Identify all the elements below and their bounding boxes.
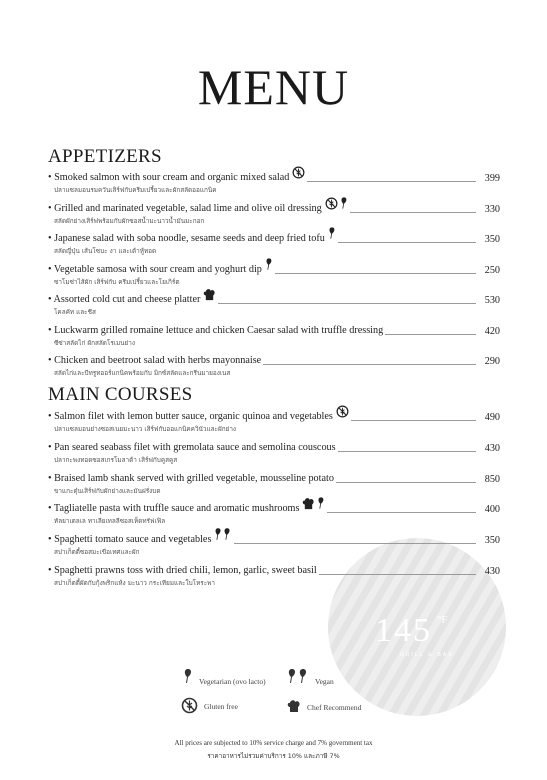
menu-item-name: • Pan seared seabass filet with gremolata sauce and semolina couscous	[48, 441, 336, 453]
menu-item-thai-description: โคลคัท และชีส	[54, 308, 96, 316]
menu-item-name: • Braised lamb shank served with grilled vegetable, mousseline potato	[48, 472, 334, 484]
legend-chef-recommend-label: Chef Recommend	[307, 703, 362, 712]
menu-item-line	[48, 292, 500, 306]
menu-item	[48, 201, 500, 226]
menu-item-line	[48, 262, 500, 276]
gluten-free-icon	[181, 697, 198, 716]
legend-gluten-free	[181, 697, 238, 716]
menu-item-name: • Vegetable samosa with sour cream and yoghurt dip	[48, 263, 262, 275]
menu-item	[48, 440, 500, 465]
menu-item-thai-description: ปลาแซลมอนย่างซอสเนยมะนาว เสิร์ฟกับออแกนิคควินัวและผักย่าง	[54, 425, 237, 433]
menu-item-line	[48, 501, 500, 515]
gluten-free-icon	[336, 405, 349, 423]
menu-item-line	[48, 563, 500, 577]
menu-item-thai-description: สปาเก็ตตี้ผัดกับกุ้งพริกแห้ง มะนาว กระเทียมและใบโหระพา	[54, 579, 215, 587]
price-leader-line	[385, 334, 476, 335]
legend-vegan-label: Vegan	[315, 677, 334, 686]
dietary-icons	[292, 166, 305, 184]
brand-watermark-degree: °F	[437, 614, 448, 626]
menu-item-name: • Grilled and marinated vegetable, salad lime and olive oil dressing	[48, 202, 322, 214]
menu-item-price: 330	[484, 203, 500, 215]
vegan-icon	[214, 527, 232, 546]
chef-hat-icon	[203, 288, 216, 306]
menu-item	[48, 353, 500, 378]
chef-hat-icon	[287, 700, 301, 715]
dietary-icons	[328, 226, 336, 245]
menu-item-thai-description: สปาเก็ตตี้ซอสมะเขือเทศและผัก	[54, 548, 140, 557]
menu-item-price: 530	[484, 295, 500, 306]
price-leader-line	[307, 181, 476, 182]
menu-item-name: • Salmon filet with lemon butter sauce, organic quinoa and vegetables	[48, 411, 333, 422]
price-leader-line	[234, 543, 476, 544]
menu-item	[48, 563, 500, 588]
menu-item-price: 290	[484, 356, 500, 367]
menu-item-thai-description: ซีซ่าสลัดไก่ ผักสลัดโรเมนย่าง	[54, 338, 136, 347]
menu-item	[48, 231, 500, 256]
menu-item	[48, 532, 500, 557]
menu-item-line	[48, 440, 500, 454]
footer-service-charge-en: All prices are subjected to 10% service charge and 7% government tax	[174, 739, 373, 747]
brand-watermark-subtitle: GRILL & BAR	[400, 652, 454, 658]
menu-item-name: • Luckwarm grilled romaine lettuce and chicken Caesar salad with truffle dressing	[48, 324, 384, 336]
menu-item	[48, 323, 500, 348]
legend-chef-recommend	[287, 700, 361, 715]
menu-item	[48, 409, 500, 434]
menu-item	[48, 170, 500, 195]
price-leader-line	[275, 273, 476, 274]
price-leader-line	[319, 574, 476, 575]
menu-item-thai-description: ซาโมซ่าไส้ผัก เสิร์ฟกับ ครีมเปรี้ยวและโยเกิร์ต	[54, 277, 180, 286]
dietary-icons	[214, 527, 232, 546]
price-leader-line	[218, 303, 476, 304]
menu-item-name: • Chicken and beetroot salad with herbs mayonnaise	[48, 355, 262, 366]
menu-item-thai-description: ขาแกะตุ๋นเสิร์ฟกับผักย่างและมันฝรั่งบด	[54, 486, 161, 495]
menu-item-price: 399	[484, 173, 500, 184]
price-leader-line	[336, 482, 476, 483]
menu-item	[48, 471, 500, 496]
menu-item-line	[48, 201, 500, 215]
price-leader-line	[338, 242, 476, 243]
section-heading-main-courses: MAIN COURSES	[48, 384, 193, 405]
dietary-icons	[203, 288, 216, 306]
legend-vegetarian-label: Vegetarian (ovo lacto)	[199, 677, 266, 686]
dietary-icons	[336, 405, 349, 423]
menu-item-line	[48, 323, 500, 337]
menu-item-price: 430	[484, 566, 500, 577]
vegetarian-icon	[183, 668, 193, 686]
footer-service-charge-th: ราคาอาหารไม่รวมค่าบริการ 10% และภาษี 7%	[207, 752, 340, 760]
menu-item-price: 430	[484, 442, 500, 454]
menu-item-price: 490	[484, 412, 500, 423]
menu-item-name: • Smoked salmon with sour cream and organic mixed salad	[48, 172, 290, 183]
chef-hat-icon	[302, 497, 315, 515]
menu-item-thai-description: ปลากะพงทอดซอสเกรโมลาต้า เสิร์ฟกับคูสคูส	[54, 455, 178, 464]
menu-item-thai-description: สลัดไก่และบีทรูทออร์แกนิคพร้อมกับ มิกซ์สลัดและกรีนมายองเนส	[54, 369, 231, 377]
menu-item-thai-description: สลัดญี่ปุ่น เส้นโซบะ งา และเต้าหู้ทอด	[54, 247, 157, 255]
vegan-icon	[287, 668, 309, 686]
menu-item-line	[48, 170, 500, 184]
menu-item	[48, 262, 500, 287]
section-heading-appetizers: APPETIZERS	[48, 146, 162, 167]
menu-item-line	[48, 532, 500, 546]
vegetarian-icon	[340, 196, 348, 215]
menu-item-line	[48, 471, 500, 485]
menu-item-price: 400	[484, 504, 500, 516]
price-leader-line	[338, 451, 476, 452]
price-leader-line	[351, 420, 476, 421]
menu-item-name: • Tagliatelle pasta with truffle sauce and aromatic mushrooms	[48, 503, 300, 515]
price-leader-line	[350, 212, 476, 213]
menu-item-name: • Spaghetti prawns toss with dried chili, lemon, garlic, sweet basil	[48, 565, 317, 576]
dietary-icons	[265, 257, 273, 276]
menu-item-price: 250	[484, 264, 500, 276]
vegetarian-icon	[317, 496, 325, 515]
dietary-icons	[302, 496, 325, 515]
price-leader-line	[327, 512, 476, 513]
vegetarian-icon	[328, 226, 336, 245]
menu-item-name: • Spaghetti tomato sauce and vegetables	[48, 534, 212, 546]
menu-item-price: 420	[484, 325, 500, 337]
menu-item-line	[48, 231, 500, 245]
menu-item-thai-description: ปลาแซลมอนรมควันเสิร์ฟกับครีมเปรี้ยวและผักสลัดออแกนิค	[54, 186, 217, 194]
menu-item-thai-description: สลัดผักย่างเสิร์ฟพร้อมกับผักซอสน้ำมะนาวน้ำมันมะกอก	[54, 216, 205, 225]
brand-watermark-number: 145	[375, 612, 432, 649]
menu-item-thai-description: ทัลยาเตลเล ทาเลียเทลลีซอสเห็ดทรัฟเฟิล	[54, 517, 166, 526]
menu-item-name: • Japanese salad with soba noodle, sesame seeds and deep fried tofu	[48, 233, 325, 244]
menu-item-line	[48, 409, 500, 423]
vegetarian-icon	[265, 257, 273, 276]
dietary-icons	[325, 196, 348, 215]
menu-item-line	[48, 353, 500, 367]
gluten-free-icon	[325, 197, 338, 215]
menu-item-name: • Assorted cold cut and cheese platter	[48, 294, 201, 305]
price-leader-line	[263, 364, 476, 365]
menu-item-price: 850	[484, 473, 500, 485]
legend-vegetarian	[183, 667, 266, 686]
gluten-free-icon	[292, 166, 305, 184]
menu-title: MENU	[197, 59, 350, 115]
menu-item-price: 350	[484, 234, 500, 245]
legend-vegan	[287, 667, 334, 686]
legend-gluten-free-label: Gluten free	[204, 702, 238, 711]
menu-item	[48, 292, 500, 317]
menu-item	[48, 501, 500, 526]
menu-item-price: 350	[484, 535, 500, 547]
